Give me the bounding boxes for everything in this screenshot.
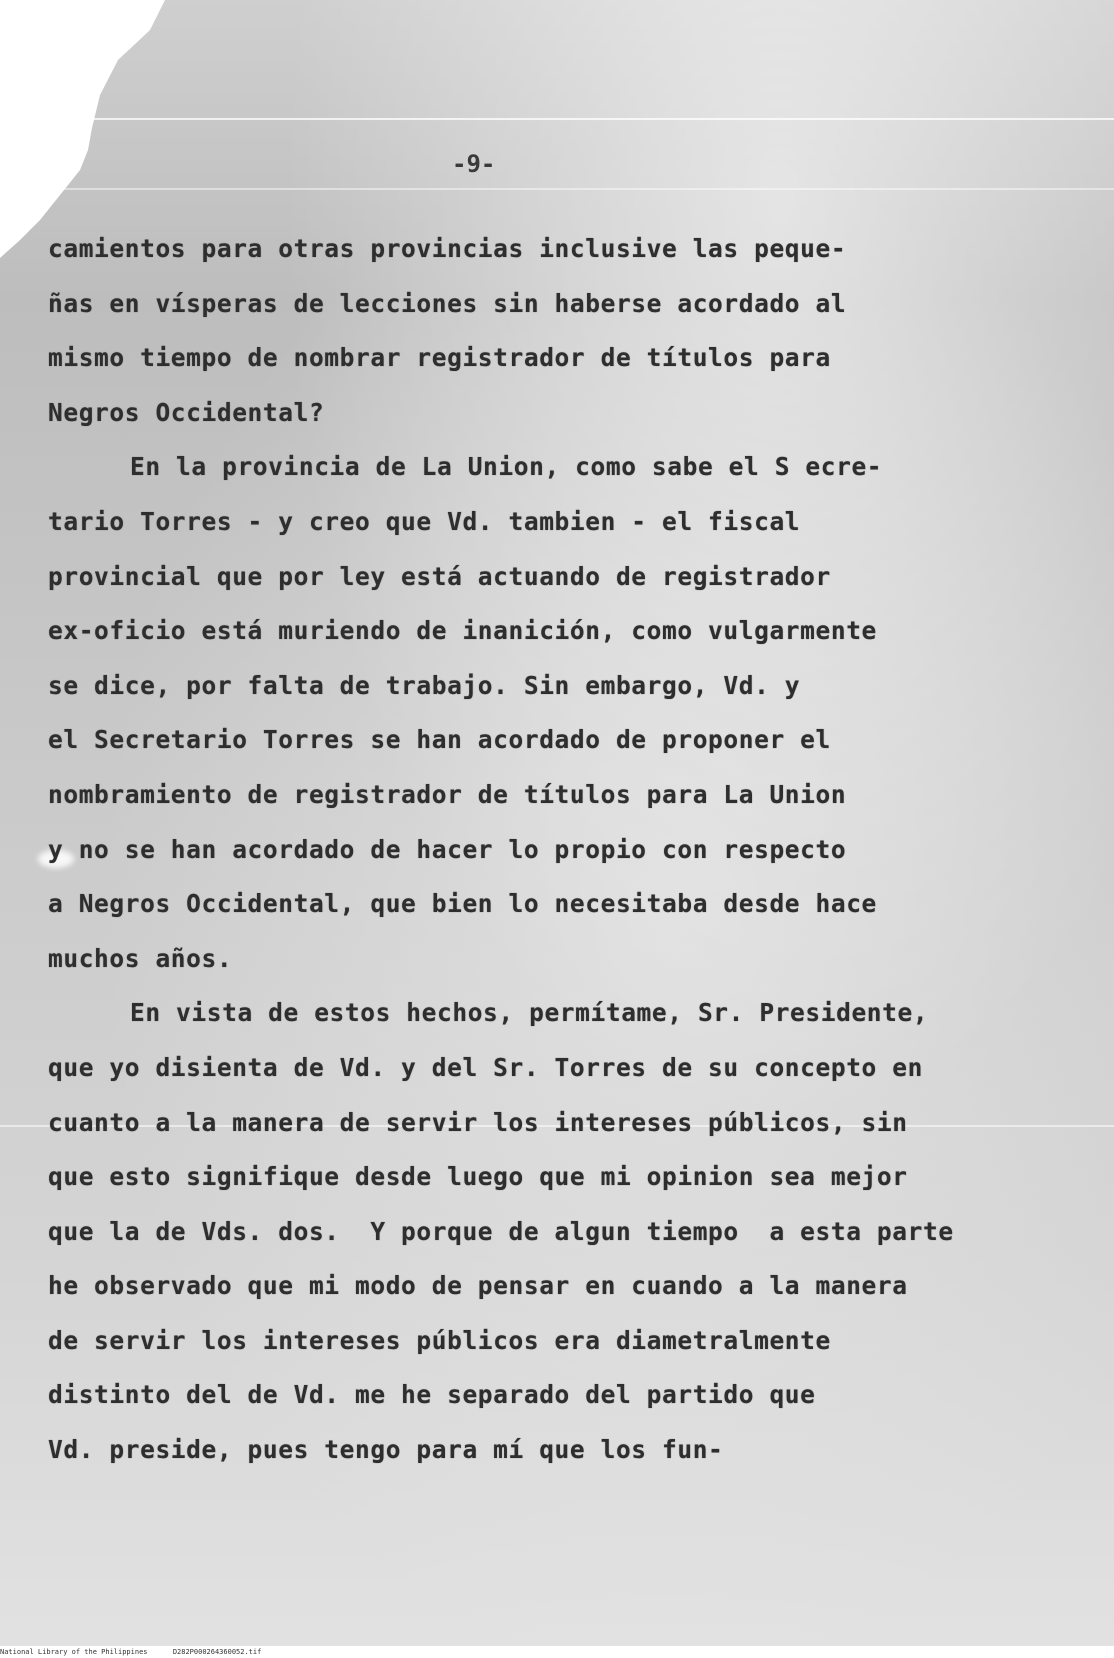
footer-file-id: D282P000264360052.tif [172,1648,262,1656]
text-line: ex-oficio está muriendo de inanición, como vulgarmente [48,616,877,646]
text-line: que esto signifique desde luego que mi opinion sea mejor [48,1162,908,1192]
text-line: En vista de estos hechos, permítame, Sr. Presidente, [130,998,929,1028]
fold-line-second [0,188,1114,190]
text-line: he observado que mi modo de pensar en cuando a la manera [48,1271,908,1301]
text-line: provincial que por ley está actuando de registrador [48,561,831,591]
footer-library: National Library of the Philippines [0,1648,148,1656]
text-line: ñas en vísperas de lecciones sin haberse acordado al [48,288,847,318]
text-line: a Negros Occidental, que bien lo necesitaba desde hace [48,889,877,919]
text-line: que yo disienta de Vd. y del Sr. Torres de su concepto en [48,1052,923,1082]
text-line: En la provincia de La Union, como sabe el S ecre- [130,452,883,482]
page-number: -9- [452,150,496,178]
text-line: distinto del de Vd. me he separado del partido que [48,1380,816,1410]
text-line: mismo tiempo de nombrar registrador de títulos para [48,343,831,373]
fold-line-top [0,118,1114,120]
scan-footer [0,1646,1114,1658]
text-line: cuanto a la manera de servir los intereses públicos, sin [48,1107,908,1137]
text-line: Negros Occidental? [48,397,325,427]
typed-letter-body [48,222,1068,1478]
text-line: muchos años. [48,943,233,973]
text-line: de servir los intereses públicos era diametralmente [48,1325,831,1355]
text-line: que la de Vds. dos. Y porque de algun tiempo a esta parte [48,1216,954,1246]
text-line: Vd. preside, pues tengo para mí que los fun- [48,1435,724,1465]
text-line: tario Torres - y creo que Vd. tambien - el fiscal [48,506,801,536]
text-line: nombramiento de registrador de títulos para La Union [48,779,847,809]
text-line: el Secretario Torres se han acordado de proponer el [48,725,831,755]
text-line: y no se han acordado de hacer lo propio con respecto [48,834,847,864]
text-line: camientos para otras provincias inclusive las peque- [48,234,847,263]
text-line: se dice, por falta de trabajo. Sin embargo, Vd. y [48,670,801,700]
